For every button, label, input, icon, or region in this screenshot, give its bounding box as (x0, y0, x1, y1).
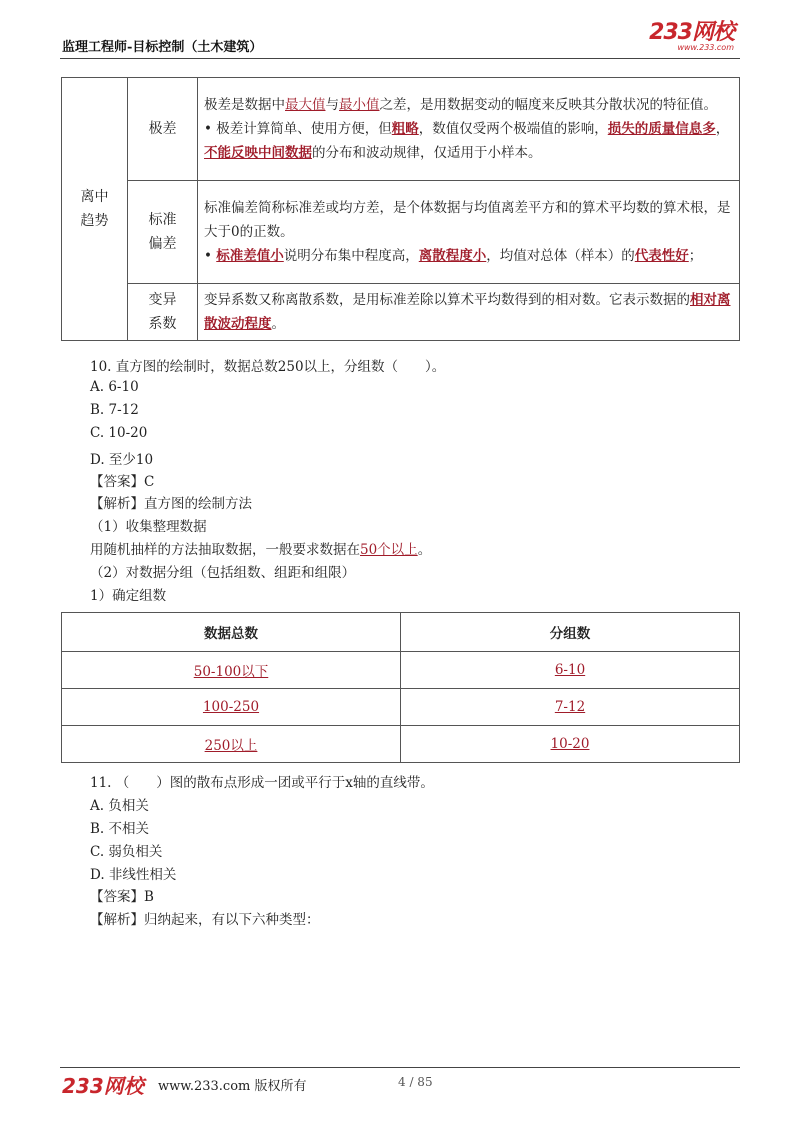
q10-option-b: B. 7-12 (90, 402, 139, 418)
row-desc-cv (198, 284, 740, 341)
text: 与 (325, 97, 339, 113)
text: • 极差计算简单、使用方便，但 (204, 121, 392, 137)
cell-value: 250以上 (204, 738, 258, 754)
text: 。 (417, 542, 432, 558)
q11-option-c: C. 弱负相关 (90, 844, 163, 860)
row-name-cv (128, 284, 198, 341)
text: ，均值对总体（样本）的 (486, 248, 635, 264)
analysis-text: 归纳起来，有以下六种类型： (144, 912, 320, 928)
analysis-title: 直方图的绘制方法 (144, 496, 252, 512)
q11-answer (90, 885, 154, 905)
text: 之差，是用数据变动的幅度来反映其分散状况的特征值。 (379, 97, 717, 113)
cell-total (62, 689, 401, 726)
keyword-rough: 粗略 (391, 121, 419, 137)
cell-total (62, 652, 401, 689)
row-name-std (128, 181, 198, 284)
cell-value: 7-12 (554, 699, 586, 715)
text: ； (688, 248, 703, 264)
cell-groups (401, 689, 740, 726)
header-group-count: 分组数 (401, 613, 740, 652)
row-name-label: 变异 系数 (148, 292, 177, 332)
std-note (204, 244, 733, 268)
keyword-info-loss: 损失的质量信息多 (607, 121, 716, 137)
q11-stem: 11. （ ）图的散布点形成一团或平行于x轴的直线带。 (90, 775, 434, 791)
keyword-small-std: 标准差值小 (216, 248, 284, 264)
keyword-middle-data: 不能反映中间数据 (204, 145, 312, 161)
row-desc-range (198, 78, 740, 181)
answer-label: 【答案】 (90, 889, 144, 905)
group-count-table (61, 612, 740, 763)
std-definition (204, 196, 733, 244)
table-row (62, 689, 740, 726)
cell-groups (401, 652, 740, 689)
keyword-50-plus: 50个以上 (360, 542, 418, 558)
analysis-label: 【解析】 (90, 912, 144, 928)
text: • (204, 248, 217, 264)
dispersion-table (61, 77, 740, 341)
q11-analysis (90, 908, 320, 928)
cell-value: 100-250 (202, 699, 260, 715)
q11-option-b: B. 不相关 (90, 821, 150, 837)
answer-value: C (144, 474, 155, 490)
q10-stem: 10. 直方图的绘制时，数据总数250以上，分组数（ ）。 (90, 359, 446, 375)
cell-value: 50-100以下 (193, 664, 269, 680)
row-name-range: 极差 (128, 78, 198, 181)
keyword-min: 最小值 (339, 97, 380, 113)
footer-logo: 233网校 (62, 1074, 144, 1098)
table-row (62, 652, 740, 689)
text: 极差是数据中 (204, 97, 285, 113)
text: 说明分布集中程度高， (283, 248, 419, 264)
q10-analysis (90, 492, 252, 512)
footer-divider (60, 1067, 740, 1068)
cell-groups (401, 726, 740, 763)
logo-mark: 233网校 (649, 20, 734, 45)
q10-option-c: C. 10-20 (90, 425, 148, 441)
header-data-total: 数据总数 (62, 613, 401, 652)
range-note (204, 117, 733, 165)
analysis-label: 【解析】 (90, 496, 144, 512)
q10-option-d: D. 至少10 (90, 452, 154, 468)
text: 标准偏差简称标准差或均方差，是个体数据与均值离差平方和的算术平均数的算术根，是大于0的正数。 (204, 200, 731, 240)
q10-step1-text (90, 538, 431, 558)
q10-step1: （1）收集整理数据 (90, 519, 207, 535)
q10-step2-sub: 1）确定组数 (90, 588, 167, 604)
footer-copyright: www.233.com 版权所有 (158, 1079, 307, 1094)
row-name-label: 标准 偏差 (148, 212, 177, 252)
q10-option-a: A. 6-10 (90, 379, 139, 395)
logo-url: www.233.com (677, 43, 734, 52)
table-row (62, 726, 740, 763)
page-number: 4 / 85 (398, 1075, 433, 1089)
cell-value: 10-20 (550, 736, 590, 752)
range-definition (204, 93, 733, 117)
q10-answer (90, 470, 154, 490)
document-title: 监理工程师-目标控制（土木建筑） (62, 40, 263, 55)
keyword-max: 最大值 (285, 97, 326, 113)
cell-total (62, 726, 401, 763)
q11-option-d: D. 非线性相关 (90, 867, 177, 883)
text: 变异系数又称离散系数，是用标准差除以算术平均数得到的相对数。它表示数据的 (204, 292, 690, 308)
text: ， (715, 121, 730, 137)
category-cell (62, 78, 128, 341)
keyword-relative-dispersion: 相对离散波动程度 (204, 292, 731, 332)
text: ，数值仅受两个极端值的影响， (418, 121, 608, 137)
q11-option-a: A. 负相关 (90, 798, 149, 814)
text: 用随机抽样的方法抽取数据，一般要求数据在 (90, 542, 360, 558)
answer-value: B (144, 889, 154, 905)
text: 。 (271, 316, 285, 332)
keyword-low-dispersion: 离散程度小 (418, 248, 487, 264)
table-header-row (62, 613, 740, 652)
row-desc-std (198, 181, 740, 284)
keyword-representative: 代表性好 (634, 248, 689, 264)
answer-label: 【答案】 (90, 474, 144, 490)
q10-step2: （2）对数据分组（包括组数、组距和组限） (90, 565, 356, 581)
text: 的分布和波动规律，仅适用于小样本。 (312, 145, 542, 161)
brand-logo (649, 22, 734, 52)
header-divider (60, 58, 740, 59)
category-label: 离中 趋势 (80, 189, 109, 229)
cell-value: 6-10 (554, 662, 586, 678)
